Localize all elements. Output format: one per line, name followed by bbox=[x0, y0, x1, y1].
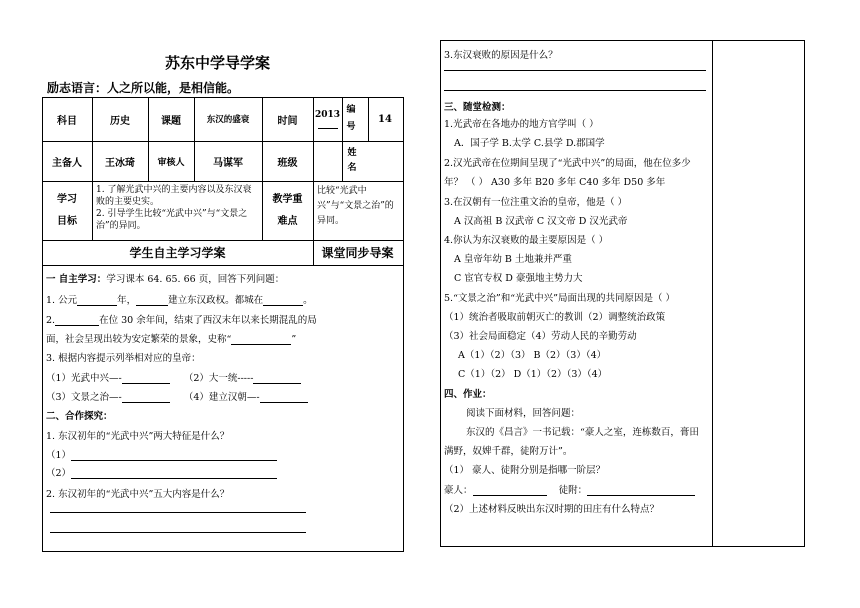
check-q2: 2.汉光武帝在位期间呈现了“光武中兴”的局面，他在位多少 bbox=[444, 158, 691, 169]
blank[interactable] bbox=[122, 392, 170, 403]
self-q3-1: （1）光武中兴—- bbox=[46, 373, 122, 384]
goal-label-1: 学习 bbox=[57, 193, 77, 205]
check-q2-cont: 年？ （ ） A30 多年 B20 多年 C40 多年 D50 多年 bbox=[444, 177, 666, 188]
page-title: 苏东中学导学案 bbox=[165, 54, 271, 72]
blank[interactable] bbox=[260, 392, 308, 403]
self-q3-row1 bbox=[46, 370, 301, 384]
check-q1-options: A．国子学 B.太学 C.县学 D.郡国学 bbox=[454, 138, 605, 149]
blank[interactable] bbox=[263, 295, 303, 306]
key-text: 比较“光武中兴”与“文景之治”的异同。 bbox=[317, 186, 394, 226]
self-q2-d: ” bbox=[291, 334, 297, 345]
self-study-heading: 一 自主学习： bbox=[46, 274, 107, 285]
subject-label: 科目 bbox=[57, 115, 77, 127]
blank[interactable] bbox=[71, 450, 277, 461]
self-q3: 3. 根据内容提示列举相对应的皇帝： bbox=[46, 353, 201, 364]
lesson-label: 课题 bbox=[161, 115, 181, 127]
blank[interactable] bbox=[587, 485, 695, 496]
coop-q1: 1. 东汉初年的“光武中兴”两大特征是什么？ bbox=[46, 431, 230, 442]
r-q3: 3.东汉衰败的原因是什么？ bbox=[444, 50, 558, 61]
blank[interactable] bbox=[253, 373, 301, 384]
preparer-label: 主备人 bbox=[52, 157, 82, 169]
homework-intro: 阅读下面材料，回答问题： bbox=[466, 408, 581, 419]
self-q2-a: 2. bbox=[46, 315, 56, 326]
homework-q1-answers bbox=[444, 482, 695, 496]
self-study-instruction: 学习课本 64. 65. 66 页，回答下列问题： bbox=[106, 274, 285, 285]
answer-line[interactable] bbox=[444, 90, 706, 91]
time-year: 2013 bbox=[314, 109, 341, 120]
check-q5-cd: C（1）（2） D（1）（2）（3）（4） bbox=[458, 369, 608, 380]
check-heading: 三、随堂检测： bbox=[444, 102, 511, 113]
goal-text-2: 2. 引导学生比较“光武中兴”与“文景之治”的异同。 bbox=[96, 209, 248, 231]
coop-q1-1 bbox=[46, 447, 277, 461]
blank[interactable] bbox=[136, 295, 168, 306]
time-value bbox=[313, 97, 342, 141]
check-q4-ab: A 皇帝年幼 B 土地兼并严重 bbox=[454, 254, 572, 265]
homework-q2: （2）上述材料反映出东汉时期的田庄有什么特点？ bbox=[444, 504, 660, 515]
coop-q1-2-label: （2） bbox=[46, 468, 72, 479]
goal-label bbox=[42, 181, 92, 240]
check-q1: 1.光武帝在各地办的地方官学叫（ ） bbox=[444, 119, 599, 130]
answer-line[interactable] bbox=[50, 532, 306, 533]
check-q4-cd: C 宦官专权 D 豪强地主势力大 bbox=[454, 273, 583, 284]
blank[interactable] bbox=[55, 315, 99, 326]
self-study-heading-line bbox=[46, 271, 284, 285]
check-q5: 5.“文景之治”和“光武中兴”局面出现的共同原因是（ ） bbox=[444, 293, 676, 304]
self-q1-d: 。 bbox=[303, 295, 313, 306]
number-label: 编号 bbox=[346, 105, 356, 132]
key-label-2: 难点 bbox=[277, 215, 298, 227]
goal-text bbox=[96, 184, 258, 232]
subject-value: 历史 bbox=[110, 115, 130, 127]
self-q3-2: （2）大一统----- bbox=[183, 373, 254, 384]
homework-q1: （1） 豪人、徒附分别是指哪一阶层？ bbox=[444, 465, 606, 476]
self-q3-row2 bbox=[46, 389, 308, 403]
homework-text-1: 东汉的《昌言》一书记载：“豪人之室，连栋数百，膏田 bbox=[466, 427, 699, 438]
goal-text-1: 1. 了解光武中兴的主要内容以及东汉衰败的主要史实。 bbox=[96, 185, 252, 207]
self-q3-3: （3）文景之治—- bbox=[46, 392, 122, 403]
check-q5-34: （3）社会局面稳定（4）劳动人民的辛勤劳动 bbox=[444, 331, 637, 342]
self-q2 bbox=[46, 312, 317, 326]
preparer-value: 王冰琦 bbox=[105, 157, 135, 169]
goal-label-2: 目标 bbox=[57, 215, 77, 227]
answer-line[interactable] bbox=[444, 70, 706, 71]
self-q3-4: （4）建立汉朝—- bbox=[183, 392, 260, 403]
blank[interactable] bbox=[473, 485, 547, 496]
reviewer-label: 审核人 bbox=[157, 157, 185, 168]
number-value: 14 bbox=[378, 113, 392, 125]
key-label bbox=[262, 181, 313, 240]
self-q2-cont bbox=[46, 331, 296, 345]
check-q4: 4.你认为东汉衰败的最主要原因是（ ） bbox=[444, 235, 609, 246]
self-q1-a: 1. 公元 bbox=[46, 295, 78, 306]
hw-q1-a-label: 豪人： bbox=[444, 485, 473, 496]
blank[interactable] bbox=[71, 468, 277, 479]
check-q5-12: （1）统治者吸取前朝灭亡的教训（2）调整统治政策 bbox=[444, 312, 666, 323]
blank[interactable] bbox=[77, 295, 117, 306]
self-q1-c: 建立东汉政权。都城在 bbox=[168, 295, 264, 306]
blank[interactable] bbox=[231, 334, 291, 345]
check-q3-options: A 汉高祖 B 汉武帝 C 汉文帝 D 汉光武帝 bbox=[454, 216, 628, 227]
name-label: 姓名 bbox=[347, 148, 357, 173]
time-label: 时间 bbox=[277, 115, 298, 127]
key-label-1: 教学重 bbox=[272, 193, 303, 205]
hw-q1-b-label: 徒附： bbox=[558, 485, 588, 496]
self-q2-c: 面，社会呈现出较为安定繁荣的景象，史称“ bbox=[46, 334, 232, 345]
check-q5-ab: A（1）（2）（3） B（2）（3）（4） bbox=[458, 350, 607, 361]
self-q1 bbox=[46, 292, 313, 306]
lesson-value: 东汉的盛衰 bbox=[206, 115, 250, 125]
student-plan-heading: 学生自主学习学案 bbox=[129, 246, 226, 260]
coop-q1-2 bbox=[46, 465, 277, 479]
class-plan-heading: 课堂同步导案 bbox=[321, 246, 394, 260]
class-label: 班级 bbox=[277, 157, 298, 169]
coop-q1-1-label: （1） bbox=[46, 450, 72, 461]
blank[interactable] bbox=[122, 373, 170, 384]
self-q1-b: 年， bbox=[117, 295, 137, 306]
motto: 励志语言：人之所以能，是相信能。 bbox=[47, 81, 240, 95]
reviewer-value: 马谋军 bbox=[213, 157, 243, 169]
homework-heading: 四、作业： bbox=[444, 389, 492, 400]
check-q3: 3.在汉朝有一位注重文治的皇帝，他是（ ） bbox=[444, 197, 628, 208]
answer-line[interactable] bbox=[50, 512, 306, 513]
cooperate-heading: 二、合作探究： bbox=[46, 411, 113, 422]
self-q2-b: 在位 30 余年间，结束了西汉末年以来长期混乱的局 bbox=[99, 315, 317, 326]
homework-text-2: 满野，奴婢千群，徒附万计”。 bbox=[444, 446, 573, 457]
coop-q2: 2. 东汉初年的“光武中兴”五大内容是什么？ bbox=[46, 489, 230, 500]
